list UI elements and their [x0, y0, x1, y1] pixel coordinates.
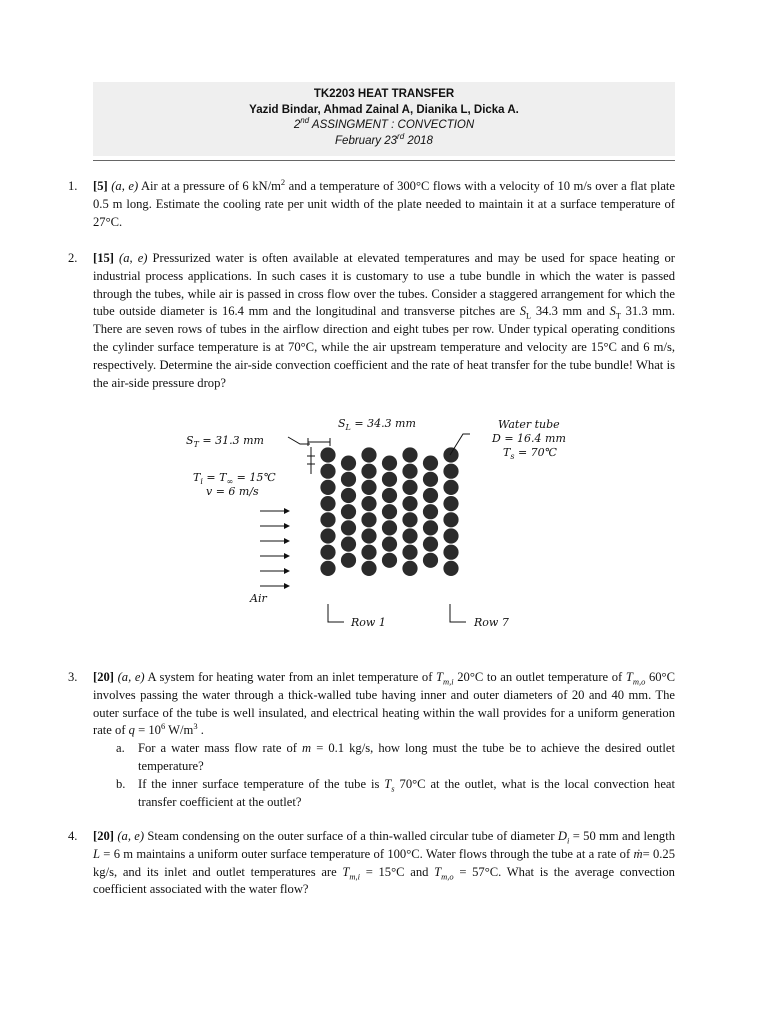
row1-label: Row 1 [351, 616, 386, 629]
tube-circle [443, 545, 458, 560]
tube-circle [402, 545, 417, 560]
tube-circle [320, 496, 335, 511]
tube-circle [443, 512, 458, 527]
question-points: [5] [93, 179, 108, 193]
tube-circle [423, 520, 438, 535]
tube-circle [361, 512, 376, 527]
surface-temp-label: $T_s$ = 70℃ [503, 446, 557, 461]
authors-line: Yazid Bindar, Ahmad Zainal A, Dianika L, Dicka A. [249, 103, 519, 116]
question-tags: (a, e) [117, 670, 145, 684]
tube-circle [443, 480, 458, 495]
airflow-arrowhead [284, 583, 290, 589]
question-2: 2. [15] (a, e) Pressurized water is often available at elevated temperatures and may be used for space heating or industrial process applications. In such cases it is customary to use a tube bundle in which the water is passed through the tubes, while air is passed in cross flow over the tubes. Consider a staggered arrangement for which the tube outside diameter is 16.4 mm and the longitudinal and transverse pitches are $S_L$ 34.3 mm and $S_T$ 31.3 mm. There are seven rows of tubes in the airflow direction and eight tubes per row. Under typical operating conditions the cylinder surface temperature is at 70°C, while the air upstream temperature and velocity are 15°C and 6 m/s, respectively. Determine the air-side convection coefficient and the rate of heat transfer for the tube bundle! What is the air-side pressure drop? [68, 251, 675, 390]
question-tags: (a, e) [119, 251, 148, 265]
tube-circle [423, 504, 438, 519]
tube-circle [402, 496, 417, 511]
airflow-arrowhead [284, 553, 290, 559]
question-4: 4. [20] (a, e) Steam condensing on the outer surface of a thin-walled circular tube of diameter $D_i = 50$ mm and length L = 6 m maintains a uniform outer surface temperature of 100°C. Water flows through the tube at a rate of ṁ= 0.25 kg/s, and its inlet and outlet temperatures are $T_{m,i} = 15^\circ C$ and $T_{m,o} = 57^\circ C$. What is the average convection coefficient associated with the water flow? [68, 829, 675, 897]
st-leader-line [288, 437, 310, 444]
tube-circle [402, 528, 417, 543]
tube-circle [382, 488, 397, 503]
question-points: [15] [93, 251, 114, 265]
tube-circle [423, 488, 438, 503]
tube-circle [382, 520, 397, 535]
tube-circle [361, 545, 376, 560]
tube-circle [361, 480, 376, 495]
tube-circle [320, 512, 335, 527]
tube-circle [443, 464, 458, 479]
tube-bundle-figure [170, 408, 600, 648]
tube-circle [361, 528, 376, 543]
question-number: 4. [68, 829, 78, 843]
tube-circle [341, 520, 356, 535]
tube-circle [443, 528, 458, 543]
airflow-arrows [260, 508, 290, 589]
tube-circle [341, 504, 356, 519]
tube-circle [341, 553, 356, 568]
header-box [93, 82, 675, 156]
question-1: 1. [5] (a, e) Air at a pressure of 6 $kN/m^2$ and a temperature of 300°C flows with a velocity of 10 m/s over a flat plate 0.5 m long. Estimate the cooling rate per unit width of the plate needed to maintain it at a surface temperature of 27°C. [68, 176, 675, 229]
tube-circle [423, 472, 438, 487]
question-tags: (a, e) [111, 179, 139, 193]
airflow-arrowhead [284, 523, 290, 529]
tube-circle [341, 456, 356, 471]
tube-circle [382, 472, 397, 487]
airflow-arrowhead [284, 508, 290, 514]
tube-circle [320, 545, 335, 560]
tube-circle [361, 496, 376, 511]
assignment-title: 2nd ASSINGMENT : CONVECTION [293, 116, 475, 131]
tube-circle [402, 447, 417, 462]
tube-circle [320, 447, 335, 462]
row1-leader [328, 604, 344, 622]
tube-diameter-label: D = 16.4 mm [492, 432, 566, 445]
question-tags: (a, e) [117, 829, 145, 843]
question-number: 2. [68, 251, 78, 265]
tube-circle [382, 553, 397, 568]
header-divider [93, 160, 675, 161]
air-label: Air [250, 592, 267, 605]
tube-circle [382, 456, 397, 471]
question-3a: a. For a water mass flow rate of m = 0.1 kg/s, how long must the tube be to achieve the desired outlet temperature? [116, 741, 675, 773]
tube-circle [443, 447, 458, 462]
course-title: TK2203 HEAT TRANSFER [313, 88, 455, 100]
velocity-label: v = 6 m/s [206, 485, 259, 498]
tube-circle [361, 447, 376, 462]
sub-label: a. [116, 741, 125, 756]
tube-circle [402, 561, 417, 576]
question-number: 3. [68, 670, 78, 684]
question-points: [20] [93, 829, 114, 843]
tube-circle [402, 512, 417, 527]
tube-circle [361, 561, 376, 576]
inlet-temp-label: $T_i = T_\infty$ = 15℃ [193, 471, 276, 486]
airflow-arrowhead [284, 568, 290, 574]
tube-circle [443, 496, 458, 511]
tube-circle [320, 528, 335, 543]
tube-circle [320, 464, 335, 479]
question-3: 3. [20] (a, e) A system for heating water from an inlet temperature of $T_{m,i}$ 20°C to an outlet temperature of $T_{m,o}$ 60°C involves passing the water through a thick-walled tube having inner and outer diameters of 20 and 40 mm. The outer surface of the tube is well insulated, and electrical heating within the wall provides for a uniform generation rate of $q = 10^6$ $W/m^3$ . a. For a water mass flow rate of m = 0.1 kg/s, how long must the tube be to achieve the desired outlet temperature? b. If the inner surface temperature of the tube is $T_s$ 70°C at the outlet, what is the local convection heat transfer coefficient at the outlet? [93, 669, 675, 811]
question-3b: b. If the inner surface temperature of the tube is $T_s$ 70°C at the outlet, what is the local convection heat transfer coefficient at the outlet? [116, 776, 675, 809]
tube-circle [402, 464, 417, 479]
tube-circle [341, 472, 356, 487]
question-number: 1. [68, 179, 78, 193]
row7-leader [450, 604, 466, 622]
tube-circle [341, 488, 356, 503]
water-tube-label: Water tube [498, 418, 560, 431]
tube-circle [382, 537, 397, 552]
tube-circle [443, 561, 458, 576]
assignment-date: February 23rd 2018 [335, 131, 433, 147]
tube-circle [423, 553, 438, 568]
question-points: [20] [93, 670, 114, 684]
tube-circle [320, 561, 335, 576]
tube-circle [382, 504, 397, 519]
st-label: $S_T = 31.3$ mm [186, 434, 264, 449]
tube-circle [320, 480, 335, 495]
tube-circle [402, 480, 417, 495]
tube-array [320, 447, 458, 576]
airflow-arrowhead [284, 538, 290, 544]
sub-label: b. [116, 776, 126, 791]
tube-circle [361, 464, 376, 479]
tube-circle [341, 537, 356, 552]
tube-circle [423, 537, 438, 552]
sl-label: $S_L = 34.3$ mm [338, 417, 416, 432]
row7-label: Row 7 [474, 616, 509, 629]
tube-circle [423, 456, 438, 471]
